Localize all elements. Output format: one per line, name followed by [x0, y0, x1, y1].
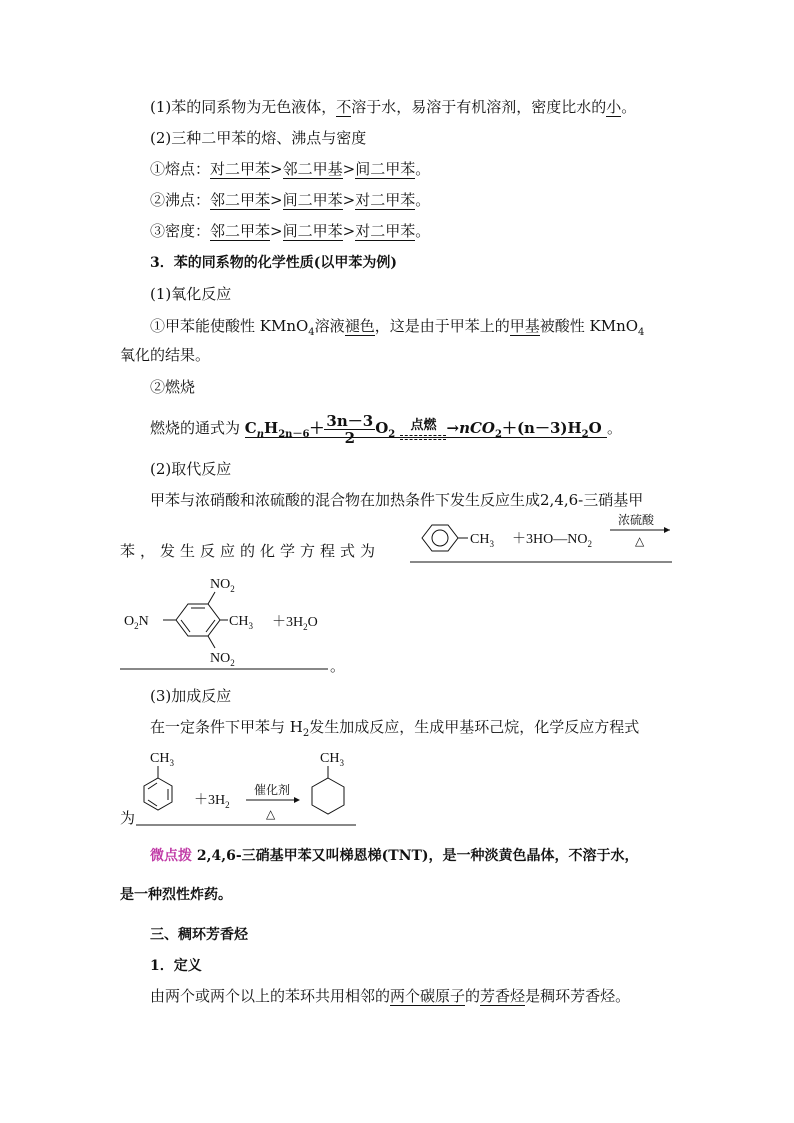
line-nitration: 甲苯与浓硝酸和浓硫酸的混合物在加热条件下发生反应生成2,4,6-三硝基甲 [150, 491, 644, 509]
svg-text:O2N: $O_2N$ [124, 614, 149, 631]
svg-text:＋3H2: $+3H_2$ [194, 793, 230, 810]
subheading-substitution: (2)取代反应 [150, 460, 232, 478]
svg-text:NO2: $NO_2$ [210, 577, 235, 594]
section-heading-fused: 三、稠环芳香烃 [150, 927, 248, 943]
cyclohexane-ring-icon [312, 766, 344, 814]
svg-text:△: △ [635, 534, 645, 548]
subheading-addition: (3)加成反应 [150, 687, 232, 705]
line-period: 。 [330, 657, 346, 675]
combustion-formula: 燃烧的通式为 $C_nH_{2n-6}+$ $\frac{3n-3}{2}$ $O_2$ 点燃 $\to nCO_2+(n-3)H_2O$ 。 [150, 411, 622, 447]
answer-blank: 不 [336, 98, 352, 116]
section-heading-chem-props: 3．苯的同系物的化学性质(以甲苯为例) [150, 255, 397, 271]
svg-text:NO2: $NO_2$ [210, 651, 235, 668]
line-melting-point: ①熔点：对二甲苯>邻二甲基>间二甲苯。 [150, 160, 431, 178]
hydrogenation-equation [136, 742, 358, 826]
svg-text:浓硫酸: 浓硫酸 [618, 513, 655, 527]
line-kmno4: ①甲苯能使酸性 KMnO$_4$溶液褪色，这是由于甲苯上的甲基被酸性 KMnO$_4$ [150, 317, 645, 338]
subheading-oxidation: (1)氧化反应 [150, 285, 232, 303]
formula-blank: $C_nH_{2n-6}+$ $\frac{3n-3}{2}$ $O_2$ 点燃 $\to nCO_2+(n-3)H_2O$ [245, 419, 607, 438]
line-wei: 为 [120, 809, 136, 827]
methyl-group: $CH_3$ [470, 532, 494, 549]
svg-text:催化剂: 催化剂 [254, 783, 291, 797]
tip-keyword: 微点拨 [150, 848, 192, 864]
tip-note-cont: 是一种烈性炸药。 [120, 887, 232, 903]
svg-text:＋3H2O: $+3H_2O$ [272, 615, 318, 632]
line-xylene-heading: (2)三种二甲苯的熔、沸点与密度 [150, 129, 367, 147]
line-nitration-cont: 苯，发生反应的化学方程式为 [120, 542, 381, 560]
nitration-equation-products [118, 570, 358, 670]
svg-text:CH3: $CH_3$ [150, 751, 174, 768]
benzene-ring-icon [163, 604, 228, 636]
line-hydrogenation: 在一定条件下甲苯与 $H_2$发生加成反应，生成甲基环己烷，化学反应方程式 [150, 718, 640, 739]
line-boiling-point: ②沸点：邻二甲苯>间二甲苯>对二甲苯。 [150, 191, 431, 209]
line-density: ③密度：邻二甲苯>间二甲苯>对二甲苯。 [150, 222, 431, 240]
tip-note: 微点拨 2,4,6-三硝基甲苯又叫梯恩梯(TNT)，是一种淡黄色晶体，不溶于水， [150, 848, 639, 864]
svg-text:CH3: $CH_3$ [229, 614, 253, 631]
line-homolog-props: (1)苯的同系物为无色液体，不溶于水，易溶于有机溶剂，密度比水的小。 [150, 98, 637, 116]
svg-text:CH3: $CH_3$ [320, 751, 344, 768]
line-kmno4-cont: 氧化的结果。 [120, 346, 211, 364]
line-combustion: ②燃烧 [150, 378, 196, 396]
fraction: $\frac{3n-3}{2}$ [326, 411, 374, 447]
reaction-condition: 点燃 [400, 419, 446, 440]
nitric-acid: $+3HO—NO_2$ [512, 532, 592, 549]
benzene-ring-icon [144, 766, 172, 810]
nitration-equation-reactants [408, 510, 674, 566]
answer-blank: 小 [606, 98, 622, 116]
subheading-definition: 1．定义 [150, 958, 202, 974]
line-definition: 由两个或两个以上的苯环共用相邻的两个碳原子的芳香烃是稠环芳香烃。 [150, 987, 631, 1005]
svg-text:△: △ [266, 807, 276, 821]
benzene-ring-icon [422, 525, 468, 551]
